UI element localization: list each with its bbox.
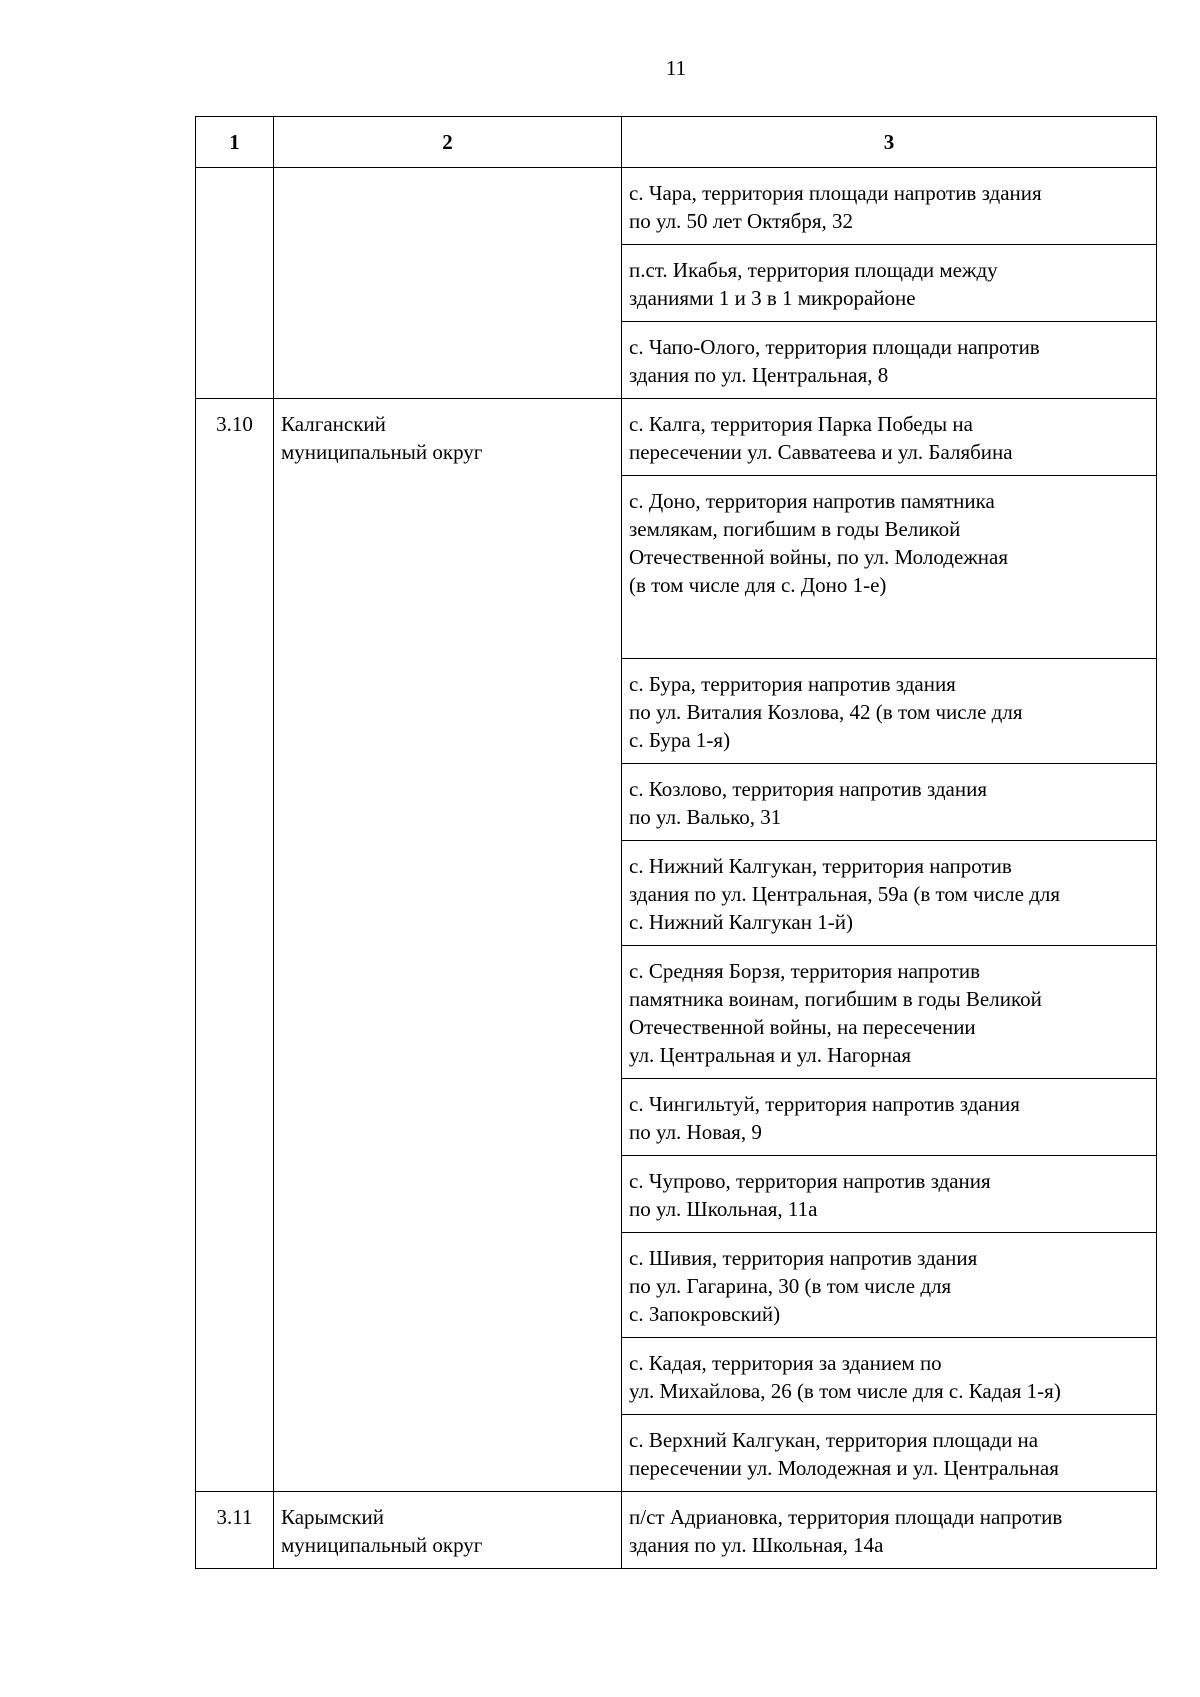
- place-cell: п.ст. Икабья, территория площади между зданиями 1 и 3 в 1 микрорайоне: [622, 245, 1157, 322]
- locations-table: [195, 116, 1157, 1569]
- section-number: 3.10: [196, 399, 274, 1492]
- place-cell: с. Шивия, территория напротив здания по ул. Гагарина, 30 (в том числе для с. Запокровский): [622, 1233, 1157, 1338]
- place-cell: с. Козлово, территория напротив здания по ул. Валько, 31: [622, 764, 1157, 841]
- place-cell: с. Чара, территория площади напротив здания по ул. 50 лет Октября, 32: [622, 168, 1157, 245]
- place-cell: с. Кадая, территория за зданием по ул. Михайлова, 26 (в том числе для с. Кадая 1-я): [622, 1338, 1157, 1415]
- place-cell: п/ст Адриановка, территория площади напротив здания по ул. Школьная, 14а: [622, 1492, 1157, 1569]
- empty-district-cell: [274, 168, 622, 399]
- table-row: [196, 1492, 1157, 1569]
- place-cell: с. Нижний Калгукан, территория напротив здания по ул. Центральная, 59а (в том числе для с. Нижний Калгукан 1-й): [622, 841, 1157, 946]
- column-header-1: 1: [196, 117, 274, 168]
- place-cell: с. Верхний Калгукан, территория площади на пересечении ул. Молодежная и ул. Центральная: [622, 1415, 1157, 1492]
- table-row: [196, 168, 1157, 245]
- empty-number-cell: [196, 168, 274, 399]
- table-header-row: [196, 117, 1157, 168]
- page-number: 11: [665, 56, 687, 80]
- place-cell: с. Чупрово, территория напротив здания по ул. Школьная, 11а: [622, 1156, 1157, 1233]
- place-cell: с. Чингильтуй, территория напротив здания по ул. Новая, 9: [622, 1079, 1157, 1156]
- place-cell: с. Калга, территория Парка Победы на пересечении ул. Савватеева и ул. Балябина: [622, 399, 1157, 476]
- place-cell: с. Чапо-Олого, территория площади напротив здания по ул. Центральная, 8: [622, 322, 1157, 399]
- district-name: Калганский муниципальный округ: [274, 399, 622, 1492]
- place-cell: с. Доно, территория напротив памятника землякам, погибшим в годы Великой Отечественной войны, по ул. Молодежная (в том числе для с. Доно 1-е): [622, 476, 1157, 659]
- district-name: Карымский муниципальный округ: [274, 1492, 622, 1569]
- place-cell: с. Средняя Борзя, территория напротив памятника воинам, погибшим в годы Великой Отечественной войны, на пересечении ул. Центральная и ул. Нагорная: [622, 946, 1157, 1079]
- column-header-3: 3: [622, 117, 1157, 168]
- column-header-2: 2: [274, 117, 622, 168]
- table-row: [196, 399, 1157, 476]
- place-cell: с. Бура, территория напротив здания по ул. Виталия Козлова, 42 (в том числе для с. Бура 1-я): [622, 659, 1157, 764]
- section-number: 3.11: [196, 1492, 274, 1569]
